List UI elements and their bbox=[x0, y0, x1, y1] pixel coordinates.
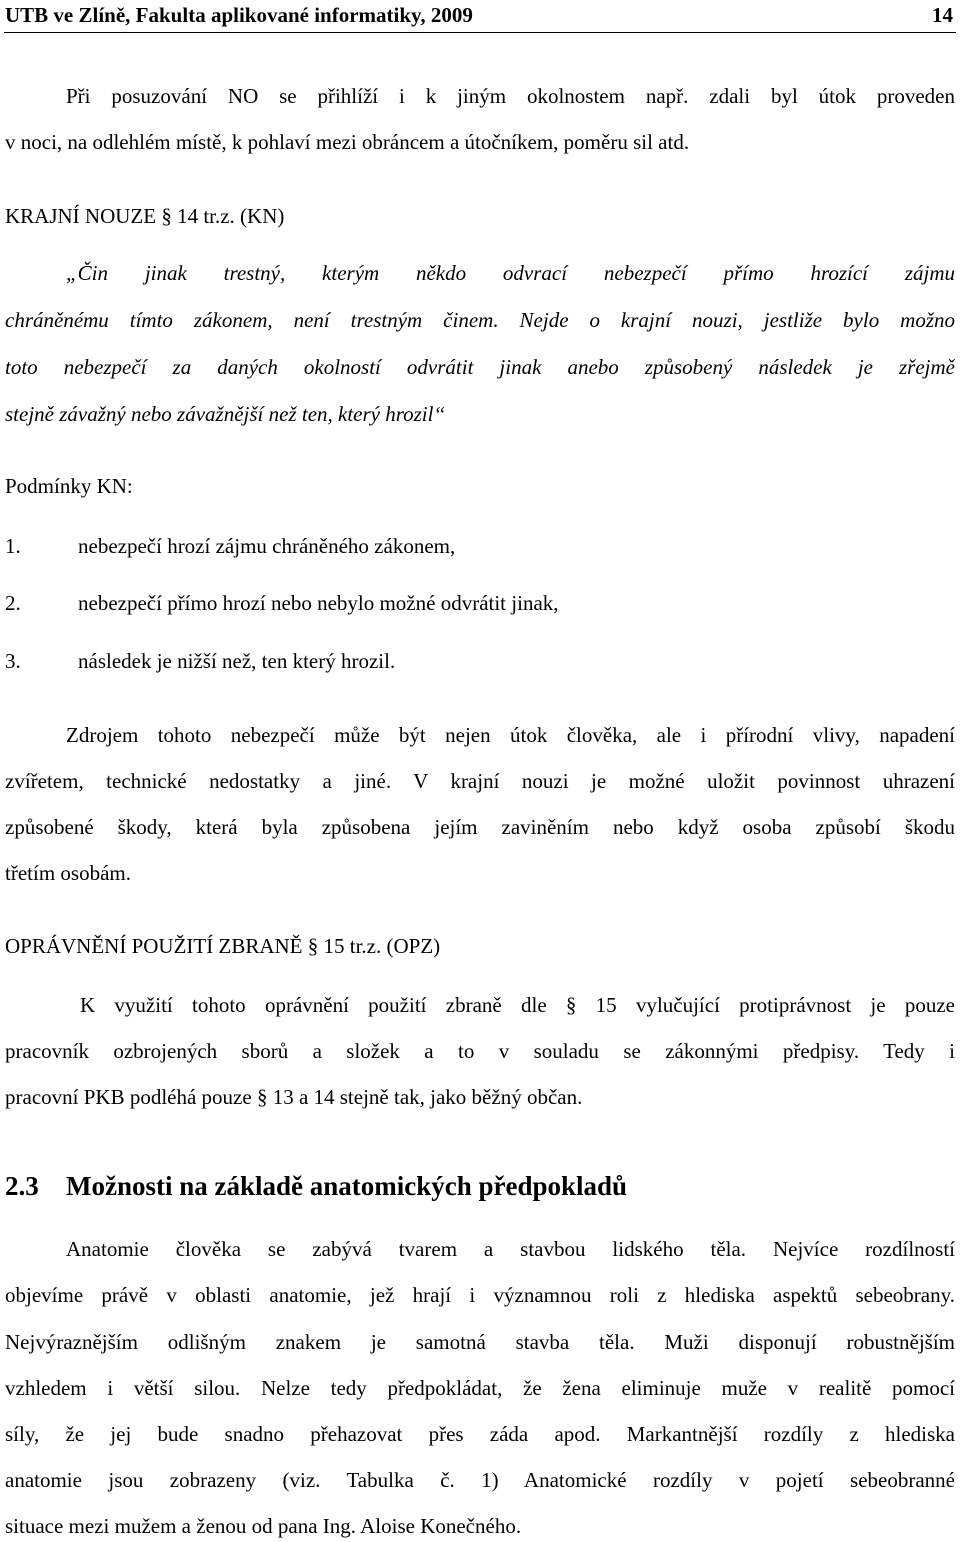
list-item-number: 3. bbox=[5, 649, 21, 673]
paragraph-line: síly, že jej bude snadno přehazovat přes záda apod. Markantnější rozdíly z hlediska bbox=[5, 1422, 955, 1446]
header-rule bbox=[4, 32, 956, 33]
paragraph-line: pracovní PKB podléhá pouze § 13 a 14 stejně tak, jako běžný občan. bbox=[5, 1085, 583, 1109]
list-item-text: následek je nižší než, ten který hrozil. bbox=[78, 649, 396, 673]
paragraph-line: v noci, na odlehlém místě, k pohlaví mezi obráncem a útočníkem, poměru sil atd. bbox=[5, 130, 690, 154]
list-item-number: 2. bbox=[5, 591, 21, 615]
header-title: UTB ve Zlíně, Fakulta aplikované informatiky, 2009 bbox=[5, 3, 473, 27]
paragraph-line: třetím osobám. bbox=[5, 861, 131, 885]
paragraph-line: Anatomie člověka se zabývá tvarem a stavbou lidského těla. Nejvíce rozdílností bbox=[66, 1237, 955, 1261]
paragraph-line: pracovník ozbrojených sborů a složek a to v souladu se zákonnými předpisy. Tedy i bbox=[5, 1039, 955, 1063]
kn-title: KRAJNÍ NOUZE § 14 tr.z. (KN) bbox=[5, 204, 285, 228]
conditions-label: Podmínky KN: bbox=[5, 474, 133, 498]
quote-line: „Čin jinak trestný, kterým někdo odvrací nebezpečí přímo hrozící zájmu bbox=[66, 261, 955, 285]
paragraph-line: anatomie jsou zobrazeny (viz. Tabulka č. 1) Anatomické rozdíly v pojetí sebeobranné bbox=[5, 1468, 955, 1492]
page-number: 14 bbox=[932, 3, 953, 27]
paragraph-line: vzhledem i větší silou. Nelze tedy předpokládat, že žena eliminuje muže v realitě pomocí bbox=[5, 1376, 955, 1400]
paragraph-line: objevíme právě v oblasti anatomie, jež hrají i významnou roli z hlediska aspektů sebeobrany. bbox=[5, 1283, 955, 1307]
paragraph-line: K využití tohoto oprávnění použití zbraně dle § 15 vylučující protiprávnost je pouze bbox=[80, 993, 955, 1017]
list-item-text: nebezpečí přímo hrozí nebo nebylo možné odvrátit jinak, bbox=[78, 591, 559, 615]
paragraph-line: způsobené škody, která byla způsobena jejím zaviněním nebo když osoba způsobí škodu bbox=[5, 815, 955, 839]
quote-line: toto nebezpečí za daných okolností odvrátit jinak anebo způsobený následek je zřejmě bbox=[5, 355, 955, 379]
paragraph-line: situace mezi mužem a ženou od pana Ing. Aloise Konečného. bbox=[5, 1514, 522, 1538]
paragraph-line: Nejvýraznějším odlišným znakem je samotná stavba těla. Muži disponují robustnějším bbox=[5, 1330, 955, 1354]
opz-title: OPRÁVNĚNÍ POUŽITÍ ZBRANĚ § 15 tr.z. (OPZ) bbox=[5, 934, 441, 958]
quote-line: stejně závažný nebo závažnější než ten, který hrozil“ bbox=[5, 402, 446, 426]
section-number: 2.3 bbox=[5, 1171, 39, 1201]
paragraph-line: Při posuzování NO se přihlíží i k jiným okolnostem např. zdali byl útok proveden bbox=[66, 84, 955, 108]
page-header bbox=[5, 2, 955, 28]
section-title: Možnosti na základě anatomických předpokladů bbox=[66, 1171, 628, 1201]
list-item-number: 1. bbox=[5, 534, 21, 558]
paragraph-line: Zdrojem tohoto nebezpečí může být nejen útok člověka, ale i přírodní vlivy, napadení bbox=[66, 723, 955, 747]
list-item-text: nebezpečí hrozí zájmu chráněného zákonem, bbox=[78, 534, 456, 558]
quote-line: chráněnému tímto zákonem, není trestným činem. Nejde o krajní nouzi, jestliže bylo možno bbox=[5, 308, 955, 332]
paragraph-line: zvířetem, technické nedostatky a jiné. V krajní nouzi je možné uložit povinnost uhrazení bbox=[5, 769, 955, 793]
